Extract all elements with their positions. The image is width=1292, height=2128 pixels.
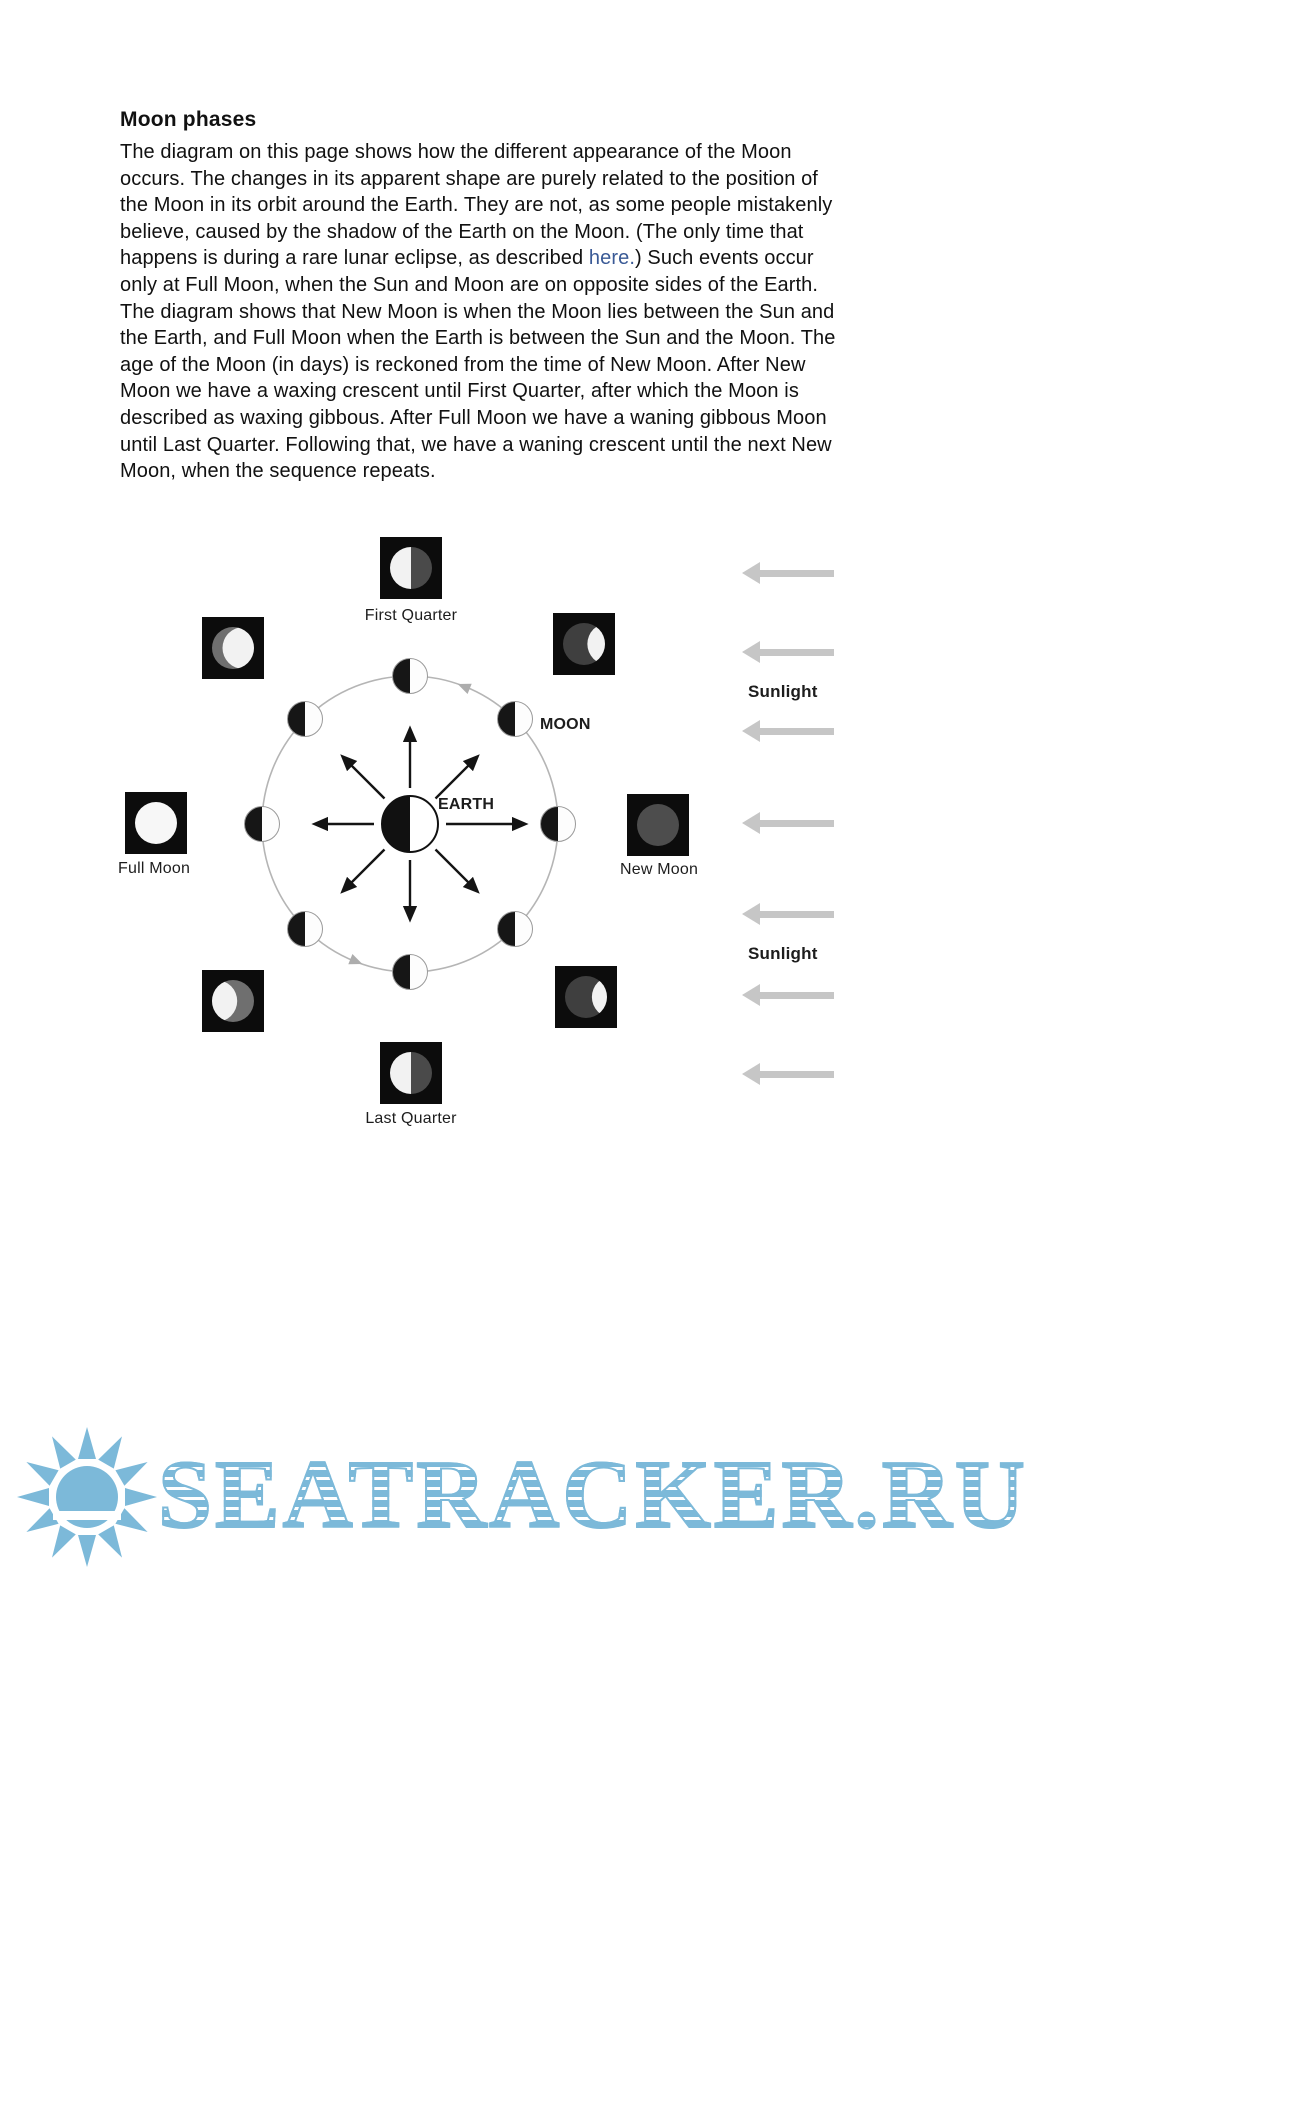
arrow-northwest-icon — [343, 757, 385, 799]
sunlight-arrow-icon — [742, 720, 834, 742]
orbit-moon-icon — [497, 701, 533, 737]
arrow-shaft — [757, 649, 834, 656]
arrow-northeast-icon — [436, 757, 478, 799]
orbit-moon-icon — [392, 954, 428, 990]
earth-icon — [381, 795, 439, 853]
last-quarter-moon-icon — [390, 1052, 432, 1094]
moon-phases-diagram — [0, 530, 1292, 1170]
arrow-shaft — [757, 570, 834, 577]
phase-box-waning-crescent — [555, 966, 617, 1028]
arrow-shaft — [757, 992, 834, 999]
sunlight-arrow-icon — [742, 562, 834, 584]
arrow-southeast-icon — [436, 850, 478, 892]
arrow-shaft — [757, 911, 834, 918]
sunlight-arrow-icon — [742, 1063, 834, 1085]
arrow-shaft — [757, 1071, 834, 1078]
phase-box-first-quarter — [380, 537, 442, 599]
sunlight-arrow-icon — [742, 984, 834, 1006]
phase-box-full-moon — [125, 792, 187, 854]
orbit-direction-arrow-icon — [348, 954, 364, 969]
phase-box-last-quarter — [380, 1042, 442, 1104]
new-moon-icon — [637, 804, 679, 846]
sunlight-arrow-icon — [742, 903, 834, 925]
phase-box-waxing-crescent — [553, 613, 615, 675]
first-quarter-moon-icon — [390, 547, 432, 589]
sunlight-arrow-icon — [742, 812, 834, 834]
paragraph-text-after-link: ) Such events occur only at Full Moon, when the Sun and Moon are on opposite sides of the Earth. The diagram shows that New Moon is when the Moon lies between the Sun and the Earth, and Full Moon when the Earth is between the Sun and the Moon. The age of the Moon (in days) is reckoned from the time of New Moon. After New Moon we have a waxing crescent until First Quarter, after which the Moon is described as waxing gibbous. After Full Moon we have a waning gibbous Moon until Last Quarter. Following that, we have a waning crescent until the next New Moon, when the sequence repeats. — [120, 247, 836, 483]
new-moon-label: New Moon — [620, 861, 699, 878]
orbit-moon-icon — [287, 701, 323, 737]
orbit-moon-icon — [392, 658, 428, 694]
last-quarter-label: Last Quarter — [365, 1110, 457, 1127]
waning-gibbous-moon-icon — [212, 980, 254, 1022]
arrow-shaft — [757, 820, 834, 827]
phase-box-waxing-gibbous — [202, 617, 264, 679]
orbit-moon-icon — [244, 806, 280, 842]
arrow-shaft — [757, 728, 834, 735]
orbit-moon-icon — [497, 911, 533, 947]
waxing-gibbous-moon-icon — [212, 627, 254, 669]
waning-crescent-moon-icon — [565, 976, 607, 1018]
earth-label: EARTH — [438, 796, 495, 813]
body-paragraph — [120, 139, 836, 485]
waxing-crescent-moon-icon — [563, 623, 605, 665]
watermark-text: SEATRACKER.RU — [158, 1420, 1028, 1570]
here-link[interactable]: here. — [588, 247, 635, 270]
orbit-moon-icon — [287, 911, 323, 947]
full-moon-label: Full Moon — [118, 860, 191, 877]
orbit-direction-arrow-icon — [456, 679, 472, 694]
full-moon-icon — [135, 802, 177, 844]
arrow-southwest-icon — [343, 850, 385, 892]
phase-box-new-moon — [627, 794, 689, 856]
orbit-moon-icon — [540, 806, 576, 842]
sunlight-label-top: Sunlight — [748, 682, 818, 701]
watermark — [0, 1420, 1292, 1580]
sunlight-arrow-icon — [742, 641, 834, 663]
moon-label: MOON — [540, 716, 591, 733]
first-quarter-label: First Quarter — [364, 607, 458, 624]
text-block — [120, 108, 836, 485]
page-title: Moon phases — [120, 108, 257, 131]
phase-box-waning-gibbous — [202, 970, 264, 1032]
sunlight-label-bottom: Sunlight — [748, 944, 818, 963]
paragraph-text-before-link: The diagram on this page shows how the different appearance of the Moon occurs. The changes in its apparent shape are purely related to the position of the Moon in its orbit around the Earth. They are not, as some people mistakenly believe, caused by the shadow of the Earth on the Moon. (The only time that happens is during a rare lunar eclipse, as described — [120, 141, 833, 270]
sun-logo-icon — [12, 1422, 162, 1572]
